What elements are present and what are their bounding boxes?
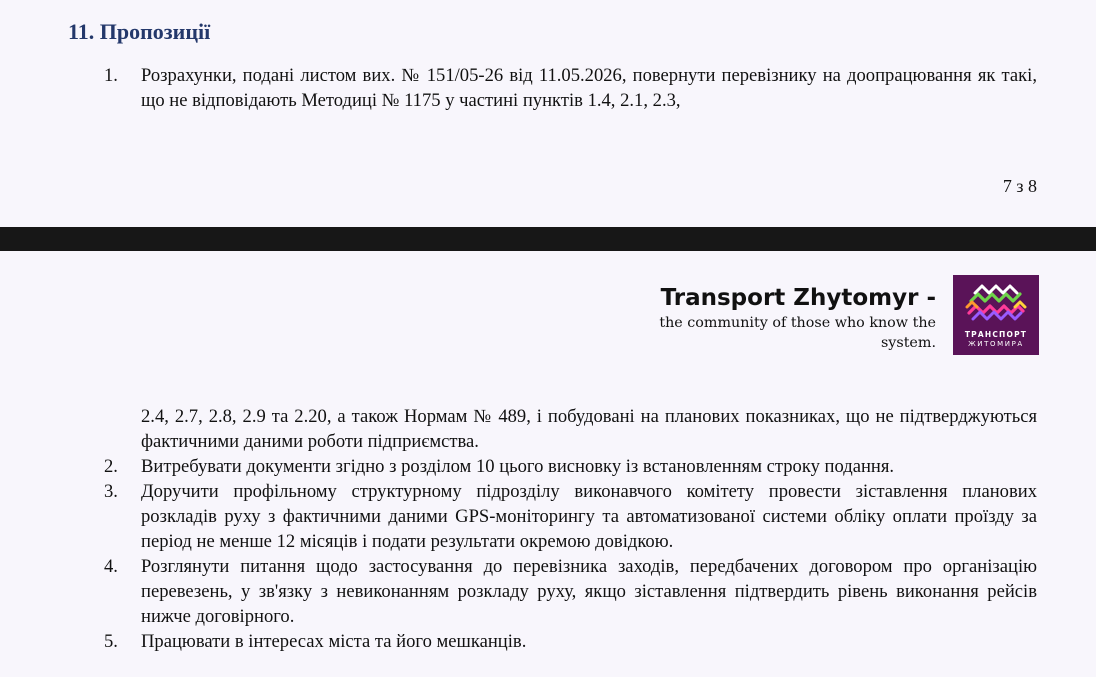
- brand-title: Transport Zhytomyr -: [660, 285, 936, 311]
- list-item-text: Витребувати документи згідно з розділом 10 цього висновку із встановленням строку подання.: [141, 456, 895, 477]
- list-item-text: Розрахунки, подані листом вих. № 151/05-26 від 11.05.2026, повернути перевізнику на доопрацювання як такі, що не відповідають Методиці № 1175 у частині пунктів 1.4, 2.1, 2.3,: [141, 65, 1037, 111]
- page-separator: [0, 227, 1096, 251]
- list-item-number: 1.: [104, 65, 118, 86]
- list-item: [0, 454, 1096, 479]
- list-item-number: 5.: [104, 631, 118, 652]
- page-header-brand: [656, 283, 936, 353]
- list-item: [0, 63, 1096, 113]
- list-item-text: 2.4, 2.7, 2.8, 2.9 та 2.20, а також Нормам № 489, і побудовані на планових показниках, що не підтверджуються фактичними даними роботи підприємства.: [141, 406, 1037, 452]
- list-item-text: Працювати в інтересах міста та його мешканців.: [141, 631, 527, 652]
- list-item: [0, 479, 1096, 554]
- transport-zhytomyr-logo-icon: [953, 275, 1039, 355]
- list-item-number: 4.: [104, 556, 118, 577]
- page-number: 7 з 8: [1002, 176, 1037, 196]
- list-item-number: 2.: [104, 456, 118, 477]
- list-item-text: Розглянути питання щодо застосування до перевізника заходів, передбачених договором про організацію перевезень, у зв'язку з невиконанням розкладу руху, якщо зіставлення підтвердить рівень виконання рейсів нижче договірного.: [141, 556, 1037, 627]
- list-item: [0, 629, 1096, 654]
- logo-text-line2: ЖИТОМИРА: [968, 340, 1024, 348]
- list-item: [0, 404, 1096, 454]
- logo-text-line1: ТРАНСПОРТ: [964, 330, 1028, 339]
- list-item: [0, 554, 1096, 629]
- brand-subtitle: the community of those who know the system.: [659, 315, 936, 351]
- document-page-top: [0, 0, 1096, 227]
- section-title: 11. Пропозиції: [68, 19, 211, 44]
- proposals-list-bottom: [0, 404, 1096, 654]
- list-item-text: Доручити профільному структурному підрозділу виконавчого комітету провести зіставлення планових розкладів руху з фактичними даними GPS-моніторингу та автоматизованої системи обліку оплати проїзду за період не менше 12 місяців і подати результати окремою довідкою.: [141, 481, 1037, 552]
- proposals-list-top: [0, 63, 1096, 113]
- document-page-bottom: [0, 251, 1096, 677]
- list-item-number: 3.: [104, 481, 118, 502]
